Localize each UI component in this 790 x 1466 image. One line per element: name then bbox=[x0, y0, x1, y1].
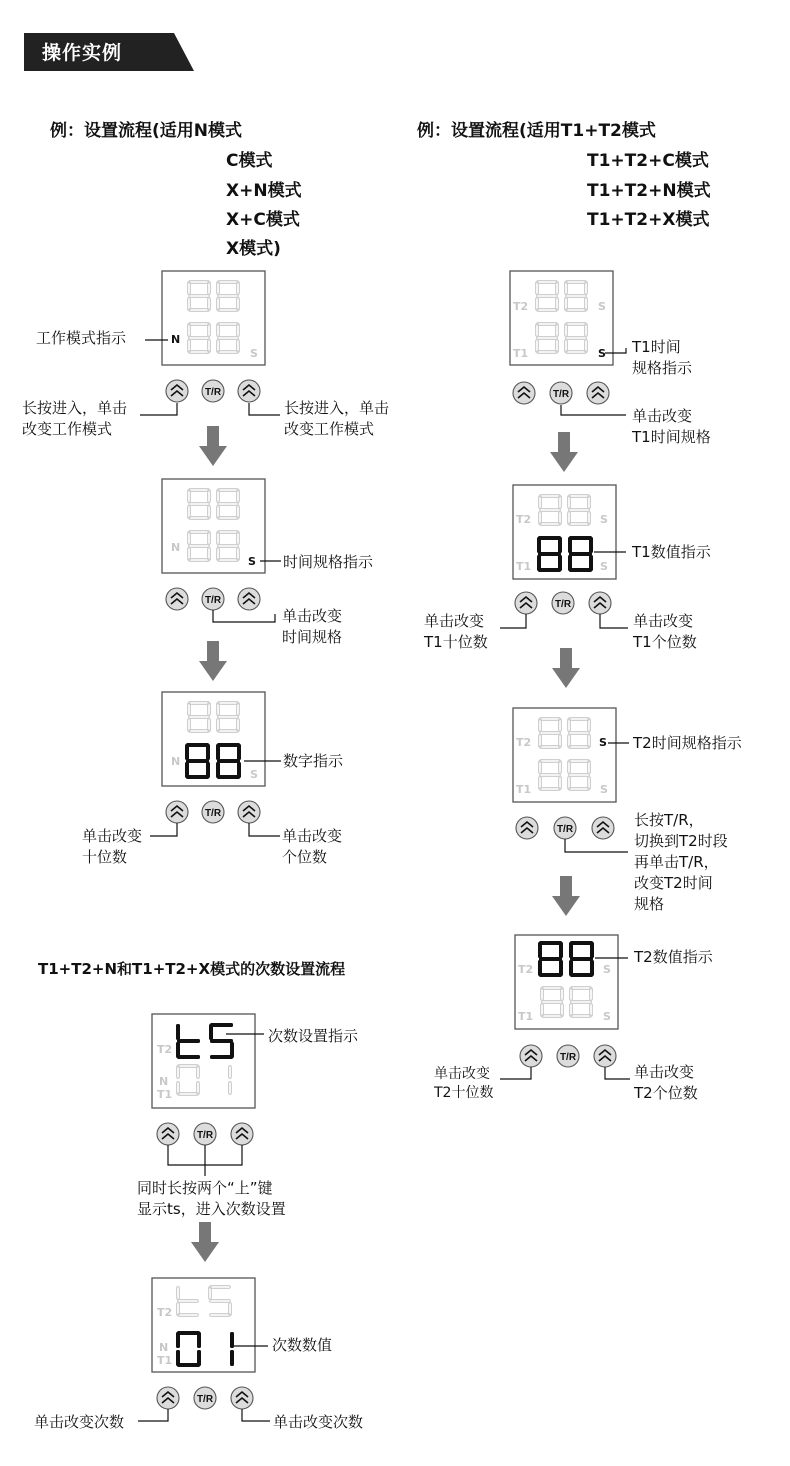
t1-value-label: T1数值指示 bbox=[632, 543, 711, 561]
up-button bbox=[231, 1387, 253, 1409]
s-indicator: S bbox=[599, 736, 607, 749]
digit-segment bbox=[538, 960, 542, 976]
digit-segment bbox=[209, 1024, 213, 1040]
btn-callout: T1十位数 bbox=[424, 633, 488, 651]
leader-line bbox=[150, 823, 177, 836]
btn-callout: 单击改变次数 bbox=[273, 1413, 364, 1431]
digit-segment bbox=[539, 957, 562, 961]
tr-button-label: T/R bbox=[559, 1052, 577, 1063]
digit-segment bbox=[237, 762, 241, 778]
up-button bbox=[238, 588, 260, 610]
tr-button bbox=[557, 1045, 579, 1067]
btn-callout: 单击改变 bbox=[634, 1063, 695, 1081]
btn-callout: T2十位数 bbox=[434, 1085, 494, 1101]
digit-segment bbox=[177, 1331, 200, 1335]
digit-segment bbox=[177, 1055, 200, 1059]
digit-segment bbox=[176, 1350, 180, 1366]
digit-segment bbox=[176, 1332, 180, 1348]
n-indicator: N bbox=[159, 1341, 169, 1354]
up-button bbox=[589, 592, 611, 614]
t2-indicator: T2 bbox=[157, 1043, 173, 1056]
t1-indicator: T1 bbox=[157, 1354, 173, 1367]
n-mode-indicator: N bbox=[171, 541, 181, 554]
digit-segment bbox=[570, 973, 593, 977]
s-indicator: S bbox=[248, 555, 256, 568]
tr-button-label: T/R bbox=[554, 599, 572, 610]
digit-segment bbox=[230, 1350, 234, 1366]
tr-button bbox=[202, 801, 224, 823]
left-heading-line: X+C模式 bbox=[226, 210, 300, 230]
btn-callout: 切换到T2时段 bbox=[634, 832, 728, 850]
digit-segment bbox=[568, 537, 572, 553]
n-mode-indicator: N bbox=[171, 333, 181, 346]
up-button bbox=[166, 380, 188, 402]
digit-segment bbox=[210, 1055, 233, 1059]
time-spec-label: 时间规格指示 bbox=[283, 553, 374, 571]
right-heading-line: T1+T2+X模式 bbox=[587, 210, 710, 230]
digit-segment bbox=[569, 552, 592, 556]
btn-callout: 单击改变 bbox=[633, 612, 694, 630]
leader-line bbox=[605, 1067, 630, 1079]
s-indicator: S bbox=[600, 783, 608, 796]
down-arrow-icon bbox=[191, 1222, 219, 1262]
btn-callout: 改变工作模式 bbox=[22, 420, 113, 438]
digit-segment bbox=[559, 942, 563, 958]
down-arrow-icon bbox=[552, 648, 580, 688]
t2-indicator: T2 bbox=[513, 300, 529, 313]
t2-indicator: T2 bbox=[518, 963, 534, 976]
t1-indicator: T1 bbox=[157, 1088, 173, 1101]
leader-line bbox=[249, 823, 280, 836]
n-mode-indicator: N bbox=[171, 755, 181, 768]
count-heading: T1+T2+N和T1+T2+X模式的次数设置流程 bbox=[38, 960, 346, 978]
t1-indicator: T1 bbox=[516, 560, 532, 573]
s-indicator: S bbox=[603, 1010, 611, 1023]
digit-segment bbox=[569, 960, 573, 976]
btn-callout: 规格 bbox=[634, 895, 665, 913]
btn-callout: T1个位数 bbox=[633, 633, 697, 651]
up-button bbox=[238, 801, 260, 823]
t2-indicator: T2 bbox=[516, 513, 532, 526]
tr-button bbox=[202, 380, 224, 402]
tr-button bbox=[194, 1387, 216, 1409]
left-heading-line: X+N模式 bbox=[226, 181, 302, 201]
btn-callout: 单击改变次数 bbox=[34, 1413, 125, 1431]
digit-segment bbox=[186, 759, 209, 763]
leader-line bbox=[500, 614, 526, 628]
leader-line bbox=[213, 610, 275, 622]
digit-segment bbox=[217, 743, 240, 747]
digit-segment bbox=[590, 960, 594, 976]
btn-callout: 显示ts，进入次数设置 bbox=[137, 1200, 286, 1218]
down-arrow-icon bbox=[552, 876, 580, 916]
up-button bbox=[513, 382, 535, 404]
s-indicator: S bbox=[250, 347, 258, 360]
digit-segment bbox=[186, 743, 209, 747]
left-heading: 例：设置流程(适用N模式 bbox=[50, 121, 242, 141]
down-arrow-icon bbox=[199, 426, 227, 466]
up-button bbox=[515, 592, 537, 614]
digit-segment bbox=[176, 1024, 180, 1040]
btn-callout: 改变工作模式 bbox=[284, 420, 375, 438]
s-indicator: S bbox=[600, 560, 608, 573]
up-button bbox=[587, 382, 609, 404]
digit-segment bbox=[558, 537, 562, 553]
digit-segment bbox=[538, 568, 561, 572]
digit-segment bbox=[206, 762, 210, 778]
t1-spec-label: T1时间 bbox=[632, 338, 681, 356]
tr-button-label: T/R bbox=[196, 1130, 214, 1141]
digit-segment bbox=[185, 762, 189, 778]
s-indicator: S bbox=[603, 963, 611, 976]
btn-callout: T2个位数 bbox=[634, 1084, 698, 1102]
leader-line bbox=[140, 403, 177, 415]
leader-line bbox=[249, 403, 280, 415]
t2-indicator: T2 bbox=[157, 1306, 173, 1319]
btn-callout: 单击改变 bbox=[632, 407, 693, 425]
digit-segment bbox=[569, 942, 573, 958]
up-button bbox=[157, 1123, 179, 1145]
btn-callout: 长按进入，单击 bbox=[22, 399, 128, 417]
up-button bbox=[592, 817, 614, 839]
up-button bbox=[238, 380, 260, 402]
down-arrow-icon bbox=[199, 641, 227, 681]
btn-callout: T1时间规格 bbox=[632, 428, 711, 446]
btn-callout: 再单击T/R， bbox=[634, 853, 719, 871]
t1-indicator: T1 bbox=[513, 347, 529, 360]
digit-segment bbox=[589, 555, 593, 571]
s-indicator: S bbox=[598, 300, 606, 313]
tr-button-label: T/R bbox=[204, 387, 222, 398]
digit-segment bbox=[569, 536, 592, 540]
digit-segment bbox=[216, 744, 220, 760]
tr-button-label: T/R bbox=[556, 824, 574, 835]
up-button bbox=[157, 1387, 179, 1409]
right-heading-line: T1+T2+N模式 bbox=[587, 181, 711, 201]
btn-callout: 长按进入，单击 bbox=[284, 399, 390, 417]
digit-segment bbox=[589, 537, 593, 553]
digit-segment bbox=[210, 1039, 233, 1043]
digit-segment bbox=[230, 1042, 234, 1058]
digit-label: 数字指示 bbox=[283, 752, 344, 770]
btn-callout: 长按T/R， bbox=[634, 811, 704, 829]
leader-line bbox=[561, 405, 626, 415]
s-indicator: S bbox=[598, 347, 606, 360]
btn-callout: 单击改变 bbox=[282, 607, 343, 625]
digit-segment bbox=[590, 942, 594, 958]
tr-button-label: T/R bbox=[552, 389, 570, 400]
tr-button bbox=[202, 588, 224, 610]
digit-segment bbox=[217, 775, 240, 779]
btn-callout: 十位数 bbox=[82, 848, 128, 866]
up-button bbox=[166, 588, 188, 610]
btn-callout: 单击改变 bbox=[434, 1066, 490, 1082]
digit-segment bbox=[558, 555, 562, 571]
digit-segment bbox=[538, 552, 561, 556]
leader-line bbox=[138, 1409, 168, 1421]
tr-button bbox=[550, 382, 572, 404]
up-button bbox=[166, 801, 188, 823]
digit-segment bbox=[210, 1023, 233, 1027]
t1-indicator: T1 bbox=[516, 783, 532, 796]
tr-button-label: T/R bbox=[204, 808, 222, 819]
btn-callout: 单击改变 bbox=[282, 827, 343, 845]
up-button bbox=[231, 1123, 253, 1145]
up-button bbox=[520, 1045, 542, 1067]
s-indicator: S bbox=[600, 513, 608, 526]
digit-segment bbox=[559, 960, 563, 976]
tr-button bbox=[554, 817, 576, 839]
digit-segment bbox=[216, 762, 220, 778]
t2-spec-label: T2时间规格指示 bbox=[633, 734, 742, 752]
t1-spec-label: 规格指示 bbox=[632, 359, 693, 377]
digit-segment bbox=[568, 555, 572, 571]
count-value-label: 次数数值 bbox=[272, 1336, 333, 1354]
btn-callout: 单击改变 bbox=[424, 612, 485, 630]
btn-callout: 单击改变 bbox=[82, 827, 143, 845]
up-button bbox=[594, 1045, 616, 1067]
digit-segment bbox=[539, 973, 562, 977]
digit-segment bbox=[539, 941, 562, 945]
down-arrow-icon bbox=[550, 432, 578, 472]
digit-segment bbox=[197, 1350, 201, 1366]
tr-button bbox=[194, 1123, 216, 1145]
btn-callout: 时间规格 bbox=[282, 628, 343, 646]
digit-segment bbox=[537, 537, 541, 553]
right-heading-line: T1+T2+C模式 bbox=[587, 151, 709, 171]
btn-callout: 个位数 bbox=[282, 848, 328, 866]
btn-callout: 改变T2时间 bbox=[634, 874, 713, 892]
tr-button-label: T/R bbox=[204, 595, 222, 606]
t2-value-label: T2数值指示 bbox=[634, 948, 713, 966]
digit-segment bbox=[185, 744, 189, 760]
digit-segment bbox=[206, 744, 210, 760]
digit-segment bbox=[538, 536, 561, 540]
digit-segment bbox=[538, 942, 542, 958]
digit-segment bbox=[237, 744, 241, 760]
t1-indicator: T1 bbox=[518, 1010, 534, 1023]
leader-line bbox=[500, 1067, 531, 1079]
leader-line bbox=[242, 1409, 270, 1421]
digit-segment bbox=[176, 1042, 180, 1058]
digit-segment bbox=[186, 775, 209, 779]
s-indicator: S bbox=[250, 768, 258, 781]
t2-indicator: T2 bbox=[516, 736, 532, 749]
count-setting-label: 次数设置指示 bbox=[268, 1027, 359, 1045]
digit-segment bbox=[197, 1332, 201, 1348]
digit-segment bbox=[570, 957, 593, 961]
n-indicator: N bbox=[159, 1075, 169, 1088]
leader-line bbox=[600, 614, 628, 628]
mode-indicator-label: 工作模式指示 bbox=[36, 329, 127, 347]
digit-segment bbox=[570, 941, 593, 945]
tr-button-label: T/R bbox=[196, 1394, 214, 1405]
leader-line bbox=[565, 839, 628, 852]
tr-button bbox=[552, 592, 574, 614]
digit-segment bbox=[177, 1039, 200, 1043]
btn-callout: 同时长按两个“上”键 bbox=[137, 1179, 273, 1197]
digit-segment bbox=[569, 568, 592, 572]
digit-segment bbox=[177, 1363, 200, 1367]
digit-segment bbox=[537, 555, 541, 571]
left-heading-line: C模式 bbox=[226, 151, 273, 171]
left-heading-line: X模式) bbox=[226, 239, 281, 259]
up-button bbox=[516, 817, 538, 839]
section-title: 操作实例 bbox=[42, 42, 123, 64]
digit-segment bbox=[217, 759, 240, 763]
right-heading: 例：设置流程(适用T1+T2模式 bbox=[417, 121, 656, 141]
